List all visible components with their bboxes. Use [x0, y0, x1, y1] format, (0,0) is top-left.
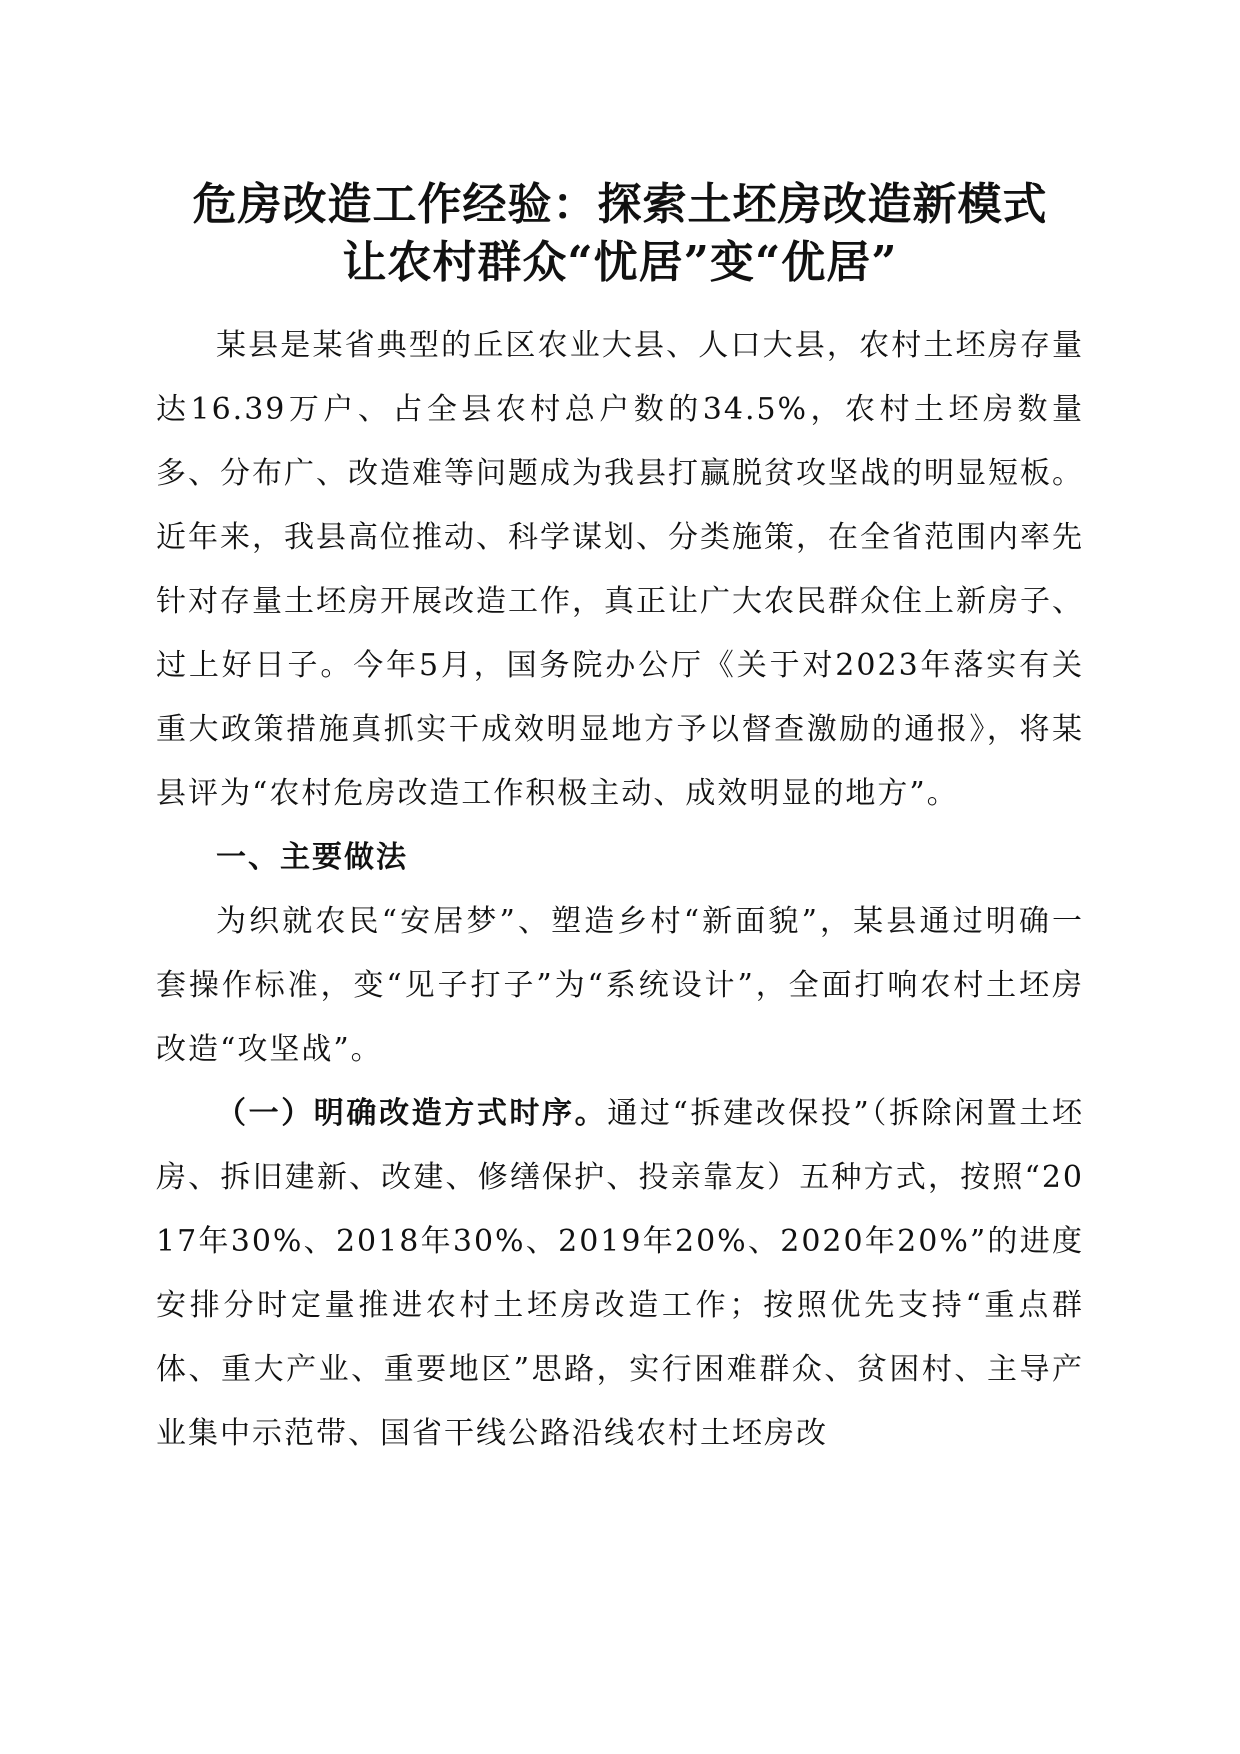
section-1-heading: 一、主要做法: [216, 840, 408, 875]
document-title: [156, 176, 1084, 292]
section-1-intro-paragraph: 为织就农民“安居梦”、塑造乡村“新面貌”，某县通过明确一套操作标准，变“见子打子”为“系统设计”，全面打响农村土坯房改造“攻坚战”。: [156, 904, 1084, 1067]
document-body: [156, 314, 1084, 1466]
subsection-1-lead: （一）明确改造方式时序。: [216, 1096, 608, 1131]
intro-paragraph: 某县是某省典型的丘区农业大县、人口大县，农村土坯房存量达16.39万户、占全县农村总户数的34.5%，农村土坯房数量多、分布广、改造难等问题成为我县打赢脱贫攻坚战的明显短板。近年来，我县高位推动、科学谋划、分类施策，在全省范围内率先针对存量土坯房开展改造工作，真正让广大农民群众住上新房子、过上好日子。今年5月，国务院办公厅《关于对2023年落实有关重大政策措施真抓实干成效明显地方予以督查激励的通报》，将某县评为“农村危房改造工作积极主动、成效明显的地方”。: [156, 328, 1084, 811]
subsection-1-text: 通过“拆建改保投”（拆除闲置土坯房、拆旧建新、改建、修缮保护、投亲靠友）五种方式，按照“2017年30%、2018年30%、2019年20%、2020年20%”的进度安排分时定量推进农村土坯房改造工作；按照优先支持“重点群体、重大产业、重要地区”思路，实行困难群众、贫困村、主导产业集中示范带、国省干线公路沿线农村土坯房改: [156, 1096, 1084, 1451]
title-line-2: 让农村群众“忧居”变“优居”: [342, 237, 898, 288]
subsection-1-paragraph: [156, 1082, 1084, 1466]
title-line-1: 危房改造工作经验：探索土坯房改造新模式: [192, 179, 1048, 230]
